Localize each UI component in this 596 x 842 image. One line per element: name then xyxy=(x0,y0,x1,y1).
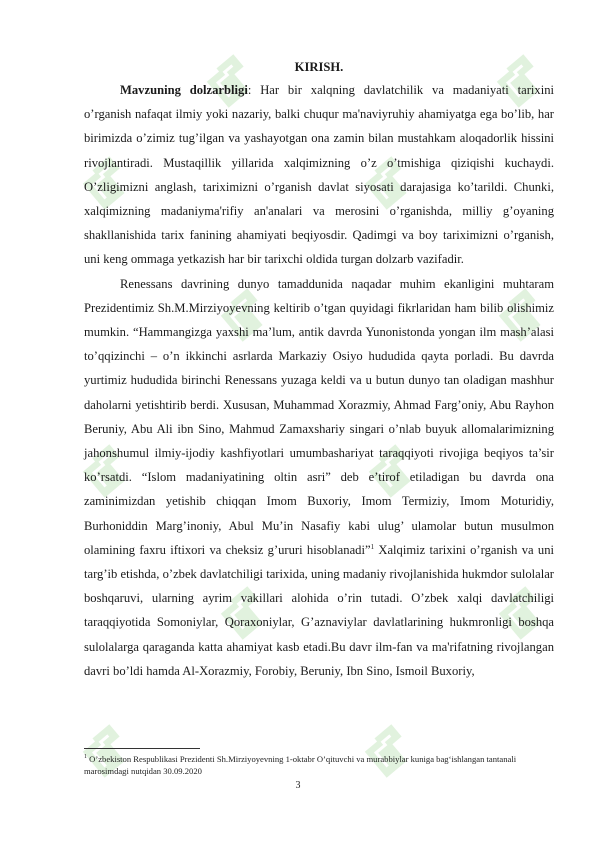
document-body xyxy=(84,60,554,683)
footnote-separator xyxy=(84,748,200,749)
dynasties-text: Xalqimiz tarixini o’rganish va uni targ’ib etishda, o’zbek davlatchiligi tarixida, uning madaniy rivojlanishida hukmdor sulolalar boshqaruvi, ularning ayrim vakillari alohida o’rin tutadi. O’zbek xalqi davlatchiligi taraqqiyotida Somoniylar, Qoraxoniylar, G’aznaviylar davlatlarining hukmronligi boshqa sulolalarga qaraganda katta ahamiyat kasb etadi.Bu davr ilm-fan va ma'rifatning rivojlangan davri bo’ldi hamda Al-Xorazmiy, Forobiy, Beruniy, Ibn Sino, Ismoil Buxoriy, xyxy=(84,542,555,678)
renaissance-text: Renessans davrining dunyo tamaddunida naqadar muhim ekanligini muhtaram Prezidentimiz Sh.M.Mirziyoyevning keltirib o’tgan quyidagi fikrlaridan ham bilib olishimiz mumkin. “Hammangizga yaxshi ma’lum, antik davrda Yunonistonda yongan ilm mash’alasi to’qqizinchi – o’n ikkinchi asrlarda Markaziy Osiyo hududida qayta porladi. Bu davrda yurtimiz hududida birinchi Renessans yuzaga keldi va u butun dunyo tan oladigan mashhur daholarni yetishtirib berdi. Xususan, Muhammad Xorazmiy, Ahmad Farg’oniy, Abu Rayhon Beruniy, Abu Ali ibn Sino, Mahmud Zamaxshariy singari o’nlab buyuk allomalarimizning jahonshumul ilmiy-ijodiy kashfiyotlari umumbashariyat taraqqiyoti rivojiga beqiyos ta’sir ko’rsatdi. “Islom madaniyatining oltin asri” deb e’tirof etiladigan bu davrda ona zaminimizdan yetishib chiqqan Imom Buxoriy, Imom Termiziy, Imom Moturidiy, Burhoniddin Marg’inoniy, Abul Mu’in Nasafiy kabi ulug’ ulamolar butun musulmon olamining faxru iftixori va cheksiz g’ururi hisoblanadi” xyxy=(84,276,554,557)
footnote-reference[interactable]: 1 xyxy=(370,542,375,551)
relevance-text: : Har bir xalqning davlatchilik va madaniyati tarixini o’rganish nafaqat ilmiy yoki nazariy, balki chuqur ma'naviyruhiy ahamiyatga ega bo’lib, har birimizda o’zimiz tug’ilgan va yashayotgan ona zamin bilan mustahkam aloqadorlik hissini rivojlantiradi. Mustaqillik yillarida xalqimizning o’z o’tmishiga qiziqishi kuchaydi. O’zligimizni anglash, tariximizni o’rganish davlat siyosati darajasiga ko’tarildi. Chunki, xalqimizning madaniyma'rifiy an'analari va merosini o’rganishda, milliy g’oyaning shakllanishida tarix fanining ahamiyati beqiyosdir. Qadimgi va boy tariximizni o’rganish, uni keng ommaga yetkazish har bir tarixchi oldida turgan dolzarb vazifadir. xyxy=(84,83,554,267)
footnote-number: 1 xyxy=(84,754,87,761)
relevance-lead: Mavzuning dolzarbligi xyxy=(120,83,248,97)
paragraph-relevance xyxy=(84,78,554,272)
page-number: 3 xyxy=(295,780,301,791)
section-title: KIRISH. xyxy=(294,60,344,74)
paragraph-renaissance xyxy=(84,272,554,683)
footnote-text: O’zbekiston Respublikasi Prezidenti Sh.Mirziyoyevning 1-oktabr O’qituvchi va murabbiylar kuniga bag‘ishlangan tantanali marosimdagi nutqidan 30.09.2020 xyxy=(84,754,517,776)
footnote xyxy=(84,754,554,777)
